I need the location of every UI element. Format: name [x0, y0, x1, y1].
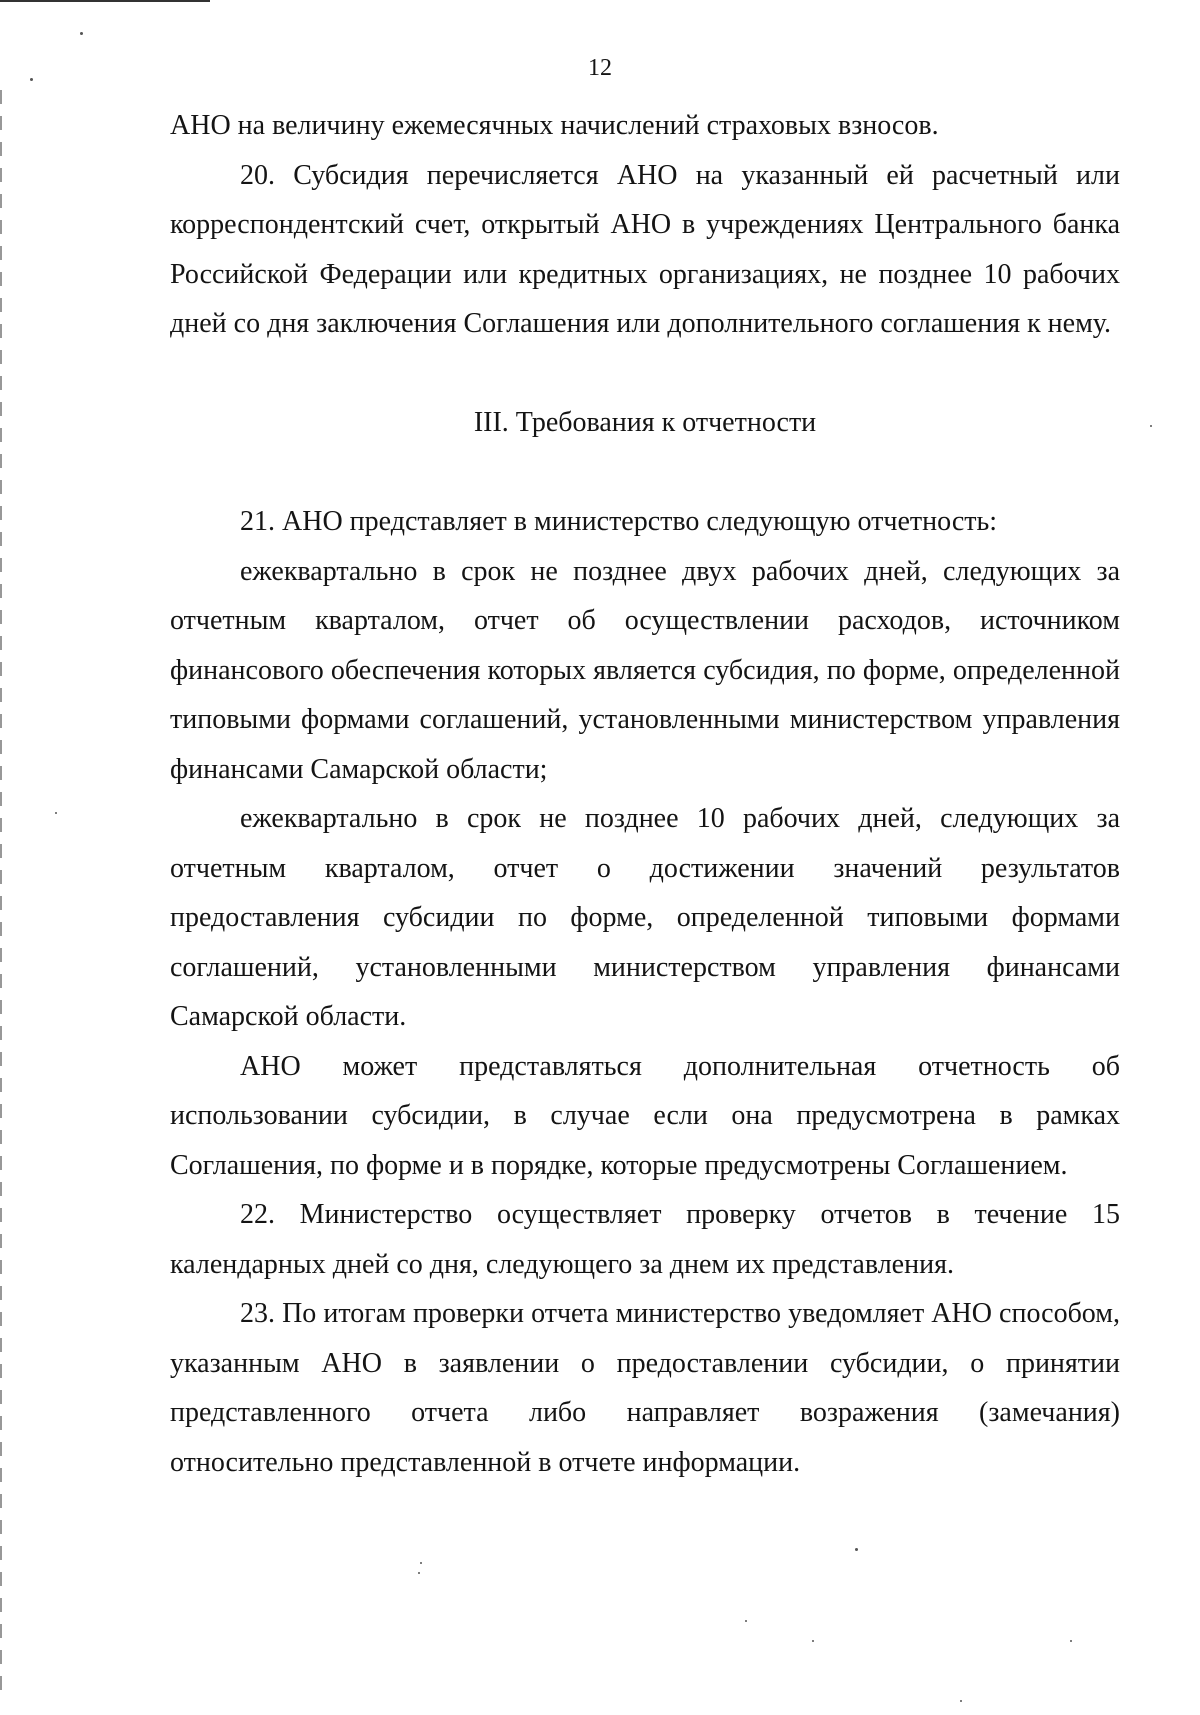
- scan-speck: [1070, 1640, 1072, 1642]
- paragraph-20: 20. Субсидия перечисляется АНО на указанный ей расчетный или корреспондентский счет, открытый АНО в учреждениях Центрального банка Российской Федерации или кредитных организациях, не позднее 10 рабочих дней со дня заключения Соглашения или дополнительного соглашения к нему.: [170, 159, 1120, 339]
- paragraph-21-item-c: АНО может представляться дополнительная отчетность об использовании субсидии, в случае если она предусмотрена в рамках Соглашения, по форме и в порядке, которые предусмотрены Соглашением.: [170, 1050, 1120, 1181]
- paragraph-21: 21. АНО представляет в министерство следующую отчетность:: [240, 506, 998, 537]
- document-body: [170, 101, 1120, 1487]
- paragraph-22: 22. Министерство осуществляет проверку отчетов в течение 15 календарных дней со дня, следующего за днем их представления.: [170, 1199, 1120, 1280]
- paragraph-continuation: АНО на величину ежемесячных начислений страховых взносов.: [170, 110, 939, 141]
- page-number: 12: [588, 55, 612, 81]
- spacer: [170, 448, 1120, 498]
- scan-speck: [418, 1572, 420, 1574]
- scan-speck: [55, 812, 57, 814]
- scan-speck: [80, 32, 83, 35]
- paragraph-21-item-a: ежеквартально в срок не позднее двух рабочих дней, следующих за отчетным кварталом, отчет об осуществлении расходов, источником финансового обеспечения которых является субсидия, по форме, определенной типовыми формами соглашений, установленными министерством управления финансами Самарской области;: [170, 555, 1120, 785]
- spacer: [170, 349, 1120, 399]
- scan-speck: [960, 1700, 962, 1702]
- scan-speck: [420, 1562, 422, 1564]
- paragraph-21-item-b: ежеквартально в срок не позднее 10 рабочих дней, следующих за отчетным кварталом, отчет о достижении значений результатов предоставления субсидии по форме, определенной типовыми формами соглашений, установленными министерством управления финансами Самарской области.: [170, 803, 1120, 1032]
- scan-speck: [30, 78, 33, 81]
- scan-speck: [855, 1548, 858, 1551]
- section-heading: III. Требования к отчетности: [473, 407, 817, 438]
- scan-speck: [745, 1620, 747, 1622]
- paragraph-23: 23. По итогам проверки отчета министерство уведомляет АНО способом, указанным АНО в заявлении о предоставлении субсидии, о принятии представленного отчета либо направляет возражения (замечания) относительно представленной в отчете информации.: [170, 1298, 1120, 1478]
- scan-artifact-top-line: [0, 0, 210, 2]
- scan-speck: [812, 1640, 814, 1642]
- scan-speck: [1150, 425, 1152, 427]
- scan-artifact-left-edge: [0, 90, 2, 1690]
